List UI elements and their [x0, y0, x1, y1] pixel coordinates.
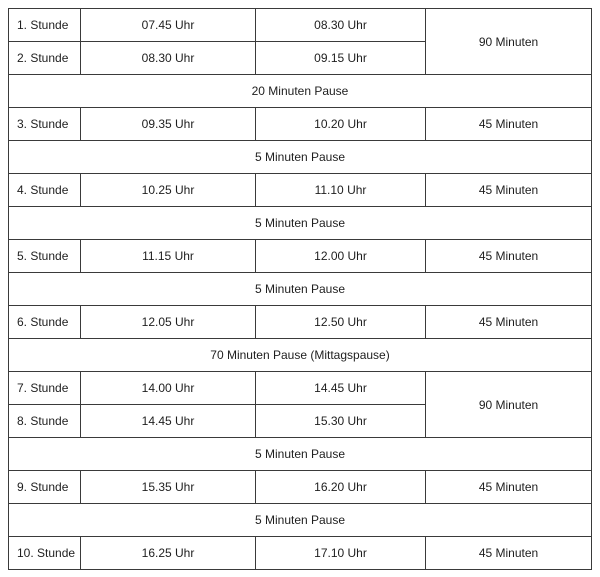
- start-time: 08.30 Uhr: [81, 42, 256, 75]
- lesson-name: 4. Stunde: [9, 174, 81, 207]
- lesson-name: 7. Stunde: [9, 372, 81, 405]
- break-row: [9, 207, 592, 240]
- lesson-row: [9, 471, 592, 504]
- end-time: 09.15 Uhr: [256, 42, 426, 75]
- start-time: 11.15 Uhr: [81, 240, 256, 273]
- schedule-body: [9, 9, 592, 570]
- break-row: [9, 339, 592, 372]
- end-time: 10.20 Uhr: [256, 108, 426, 141]
- start-time: 07.45 Uhr: [81, 9, 256, 42]
- break-row: [9, 273, 592, 306]
- lesson-row: [9, 306, 592, 339]
- break-row: [9, 438, 592, 471]
- end-time: 12.50 Uhr: [256, 306, 426, 339]
- lesson-name: 6. Stunde: [9, 306, 81, 339]
- duration: 45 Minuten: [426, 306, 592, 339]
- lesson-row: [9, 240, 592, 273]
- lesson-name: 3. Stunde: [9, 108, 81, 141]
- duration: 45 Minuten: [426, 471, 592, 504]
- schedule-table: [8, 8, 592, 570]
- end-time: 11.10 Uhr: [256, 174, 426, 207]
- break-label: 5 Minuten Pause: [9, 504, 592, 537]
- duration: 45 Minuten: [426, 108, 592, 141]
- lesson-row: [9, 372, 592, 405]
- lesson-name: 9. Stunde: [9, 471, 81, 504]
- break-row: [9, 75, 592, 108]
- lesson-row: [9, 174, 592, 207]
- lesson-row: [9, 9, 592, 42]
- lesson-name: 5. Stunde: [9, 240, 81, 273]
- lesson-name: 8. Stunde: [9, 405, 81, 438]
- break-label: 70 Minuten Pause (Mittagspause): [9, 339, 592, 372]
- duration: 90 Minuten: [426, 9, 592, 75]
- start-time: 12.05 Uhr: [81, 306, 256, 339]
- duration: 45 Minuten: [426, 537, 592, 570]
- lesson-name: 1. Stunde: [9, 9, 81, 42]
- end-time: 15.30 Uhr: [256, 405, 426, 438]
- start-time: 10.25 Uhr: [81, 174, 256, 207]
- break-label: 5 Minuten Pause: [9, 141, 592, 174]
- duration: 90 Minuten: [426, 372, 592, 438]
- break-label: 20 Minuten Pause: [9, 75, 592, 108]
- start-time: 16.25 Uhr: [81, 537, 256, 570]
- end-time: 12.00 Uhr: [256, 240, 426, 273]
- break-label: 5 Minuten Pause: [9, 273, 592, 306]
- break-label: 5 Minuten Pause: [9, 438, 592, 471]
- end-time: 16.20 Uhr: [256, 471, 426, 504]
- lesson-name: 2. Stunde: [9, 42, 81, 75]
- start-time: 14.45 Uhr: [81, 405, 256, 438]
- start-time: 14.00 Uhr: [81, 372, 256, 405]
- start-time: 09.35 Uhr: [81, 108, 256, 141]
- lesson-row: [9, 108, 592, 141]
- break-row: [9, 504, 592, 537]
- lesson-name: 10. Stunde: [9, 537, 81, 570]
- end-time: 14.45 Uhr: [256, 372, 426, 405]
- break-label: 5 Minuten Pause: [9, 207, 592, 240]
- break-row: [9, 141, 592, 174]
- end-time: 17.10 Uhr: [256, 537, 426, 570]
- duration: 45 Minuten: [426, 240, 592, 273]
- end-time: 08.30 Uhr: [256, 9, 426, 42]
- start-time: 15.35 Uhr: [81, 471, 256, 504]
- duration: 45 Minuten: [426, 174, 592, 207]
- lesson-row: [9, 537, 592, 570]
